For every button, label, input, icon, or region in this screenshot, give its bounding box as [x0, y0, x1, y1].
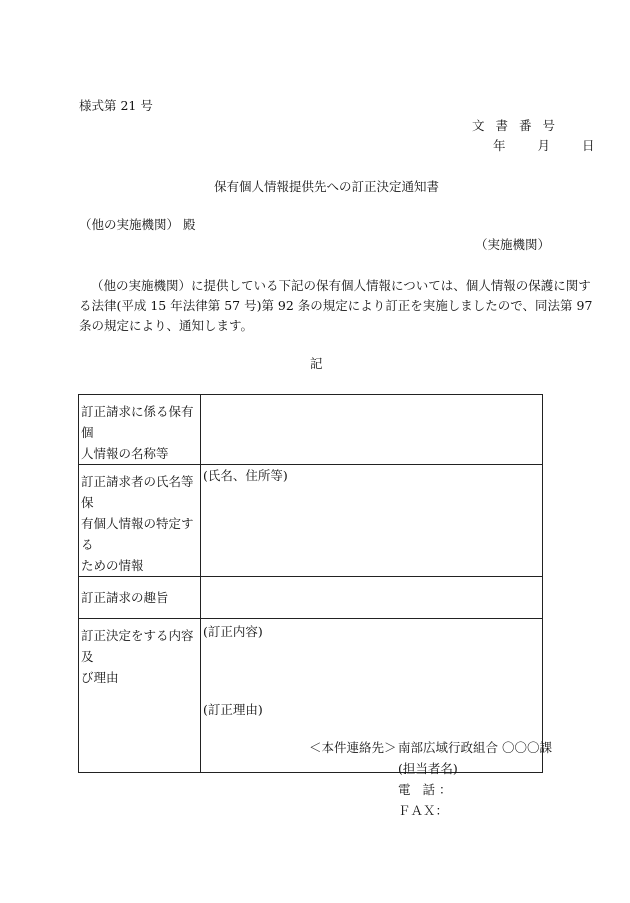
table-row: [79, 577, 543, 619]
row-label: 訂正請求の趣旨: [79, 577, 201, 619]
value-note: (氏名、住所等): [203, 468, 288, 483]
contact-heading: ＜本件連絡先＞: [309, 740, 397, 755]
value-note: (訂正理由): [203, 702, 263, 717]
value-note: (訂正内容): [203, 624, 263, 639]
row-label: 訂正決定をする内容及 び理由: [79, 619, 201, 773]
row-value: [201, 577, 543, 619]
table-row: [79, 395, 543, 465]
table-row: [79, 465, 543, 577]
form-number: 様式第 21 号: [79, 98, 153, 113]
addressee: （他の実施機関） 殿: [79, 217, 196, 232]
date-label: 年 月 日: [493, 138, 609, 153]
correction-table: [78, 394, 543, 773]
contact-fax: ＦＡＸ：: [398, 803, 449, 818]
body-line: 条の規定により、通知します。: [79, 318, 254, 333]
document-number-label: 文書番号: [472, 118, 567, 133]
row-value: [201, 465, 543, 577]
contact-person: (担当者名): [398, 761, 458, 776]
body-paragraph: [79, 276, 593, 336]
row-value: [201, 395, 543, 465]
ki-heading: 記: [310, 356, 323, 371]
row-label: 訂正請求者の氏名等保 有個人情報の特定する ための情報: [79, 465, 201, 577]
contact-phone: 電 話：: [398, 782, 456, 797]
body-line: （他の実施機関）に提供している下記の保有個人情報については、個人情報の保護に関す: [91, 278, 591, 293]
row-label: 訂正請求に係る保有個 人情報の名称等: [79, 395, 201, 465]
document-title: 保有個人情報提供先への訂正決定通知書: [214, 179, 440, 194]
contact-org: 南部広域行政組合 〇〇〇課: [398, 740, 552, 755]
body-line: る法律(平成 15 年法律第 57 号)第 92 条の規定により訂正を実施しましたので、同法第 97: [79, 298, 593, 313]
sender: （実施機関）: [474, 237, 550, 252]
